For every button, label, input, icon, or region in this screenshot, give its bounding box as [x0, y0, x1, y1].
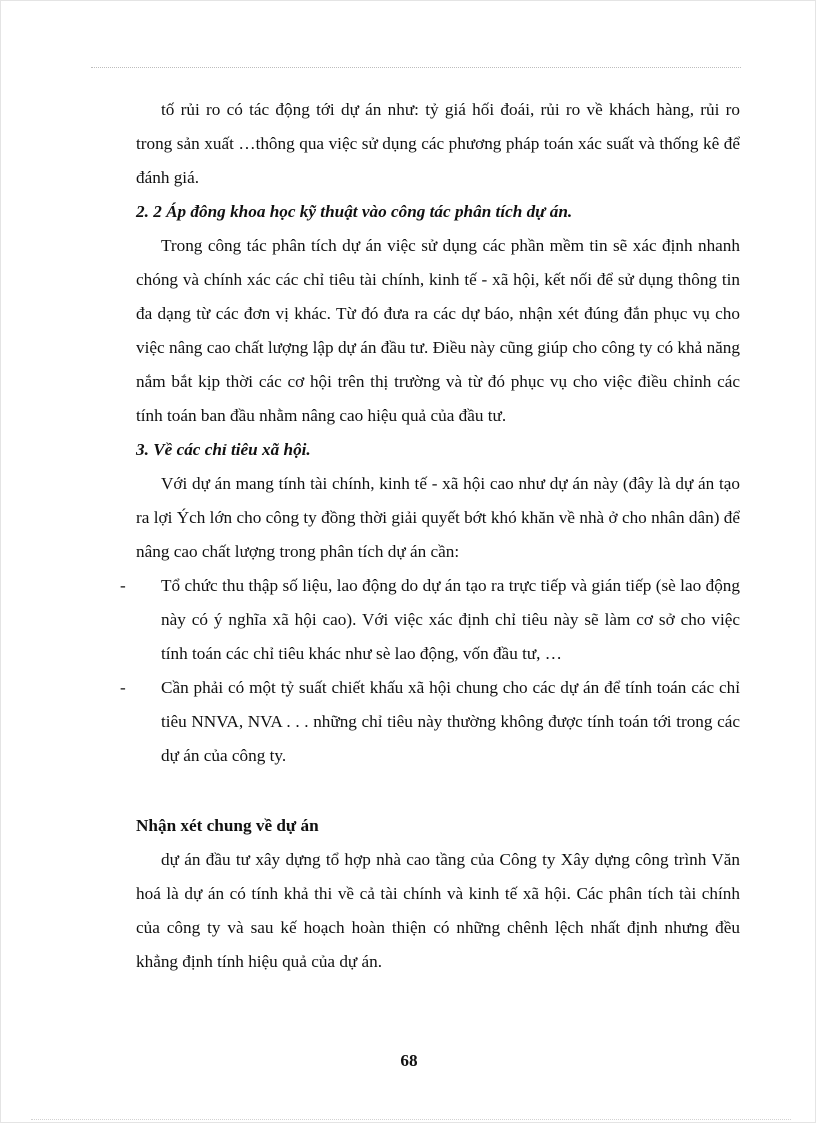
header-rule — [91, 67, 741, 68]
paragraph-risk-factors: tố rủi ro có tác động tới dự án như: tỷ giá hối đoái, rủi ro về khách hàng, rủi ro trong sản xuất …thông qua việc sử dụng các phương pháp toán xác suất và thống kê để đánh giá. — [136, 100, 740, 187]
paragraph-software-analysis: Trong công tác phân tích dự án việc sử dụng các phần mềm tin sẽ xác định nhanh chóng và chính xác các chỉ tiêu tài chính, kinh tế - xã hội, kết nối để sử dụng thông tin đa dạng từ các đơn vị khác. Từ đó đưa ra các dự báo, nhận xét đúng đắn phục vụ cho việc nâng cao chất lượng lập dự án đầu tư. Điều này cũng giúp cho công ty có khả năng nắm bắt kịp thời các cơ hội trên thị trường và từ đó phục vụ cho việc điều chỉnh các tính toán ban đầu nhằm nâng cao hiệu quả của đầu tư. — [136, 236, 740, 425]
section-heading-3: 3. Về các chỉ tiêu xã hội. — [136, 440, 311, 459]
list-item — [120, 569, 740, 671]
recommendation-list — [120, 569, 740, 773]
paragraph-social-indicators: Với dự án mang tính tài chính, kinh tế - xã hội cao như dự án này (đây là dự án tạo ra lợi Ých lớn cho công ty đồng thời giải quyết bớt khó khăn về nhà ở cho nhân dân) để nâng cao chất lượng trong phân tích dự án cần: — [136, 474, 740, 561]
footer-rule — [31, 1119, 791, 1120]
dash-bullet: - — [120, 678, 126, 697]
page-content — [120, 93, 740, 979]
list-item-text: Cần phải có một tỷ suất chiết khấu xã hội chung cho các dự án để tính toán các chỉ tiêu NNVA, NVA . . . những chỉ tiêu này thường không được tính toán tới trong các dự án của công ty. — [161, 678, 740, 765]
dash-bullet: - — [120, 576, 126, 595]
list-item — [120, 671, 740, 773]
section-heading-2-2: 2. 2 Áp đông khoa học kỹ thuật vào công tác phân tích dự án. — [136, 202, 573, 221]
list-item-text: Tổ chức thu thập số liệu, lao động do dự án tạo ra trực tiếp và gián tiếp (sè lao động này có ý nghĩa xã hội cao). Với việc xác định chỉ tiêu này sẽ làm cơ sở cho việc tính toán các chỉ tiêu khác như sè lao động, vốn đầu tư, … — [161, 576, 740, 663]
summary-heading: Nhận xét chung về dự án — [136, 816, 319, 835]
paragraph-summary: dự án đầu tư xây dựng tổ hợp nhà cao tầng của Công ty Xây dựng công trình Văn hoá là dự án có tính khả thi về cả tài chính và kinh tế xã hội. Các phân tích tài chính của công ty và sau kế hoạch hoàn thiện có những chênh lệch nhất định nhưng đều khẳng định tính hiệu quả của dự án. — [136, 850, 740, 971]
page-number: 68 — [400, 1051, 418, 1070]
